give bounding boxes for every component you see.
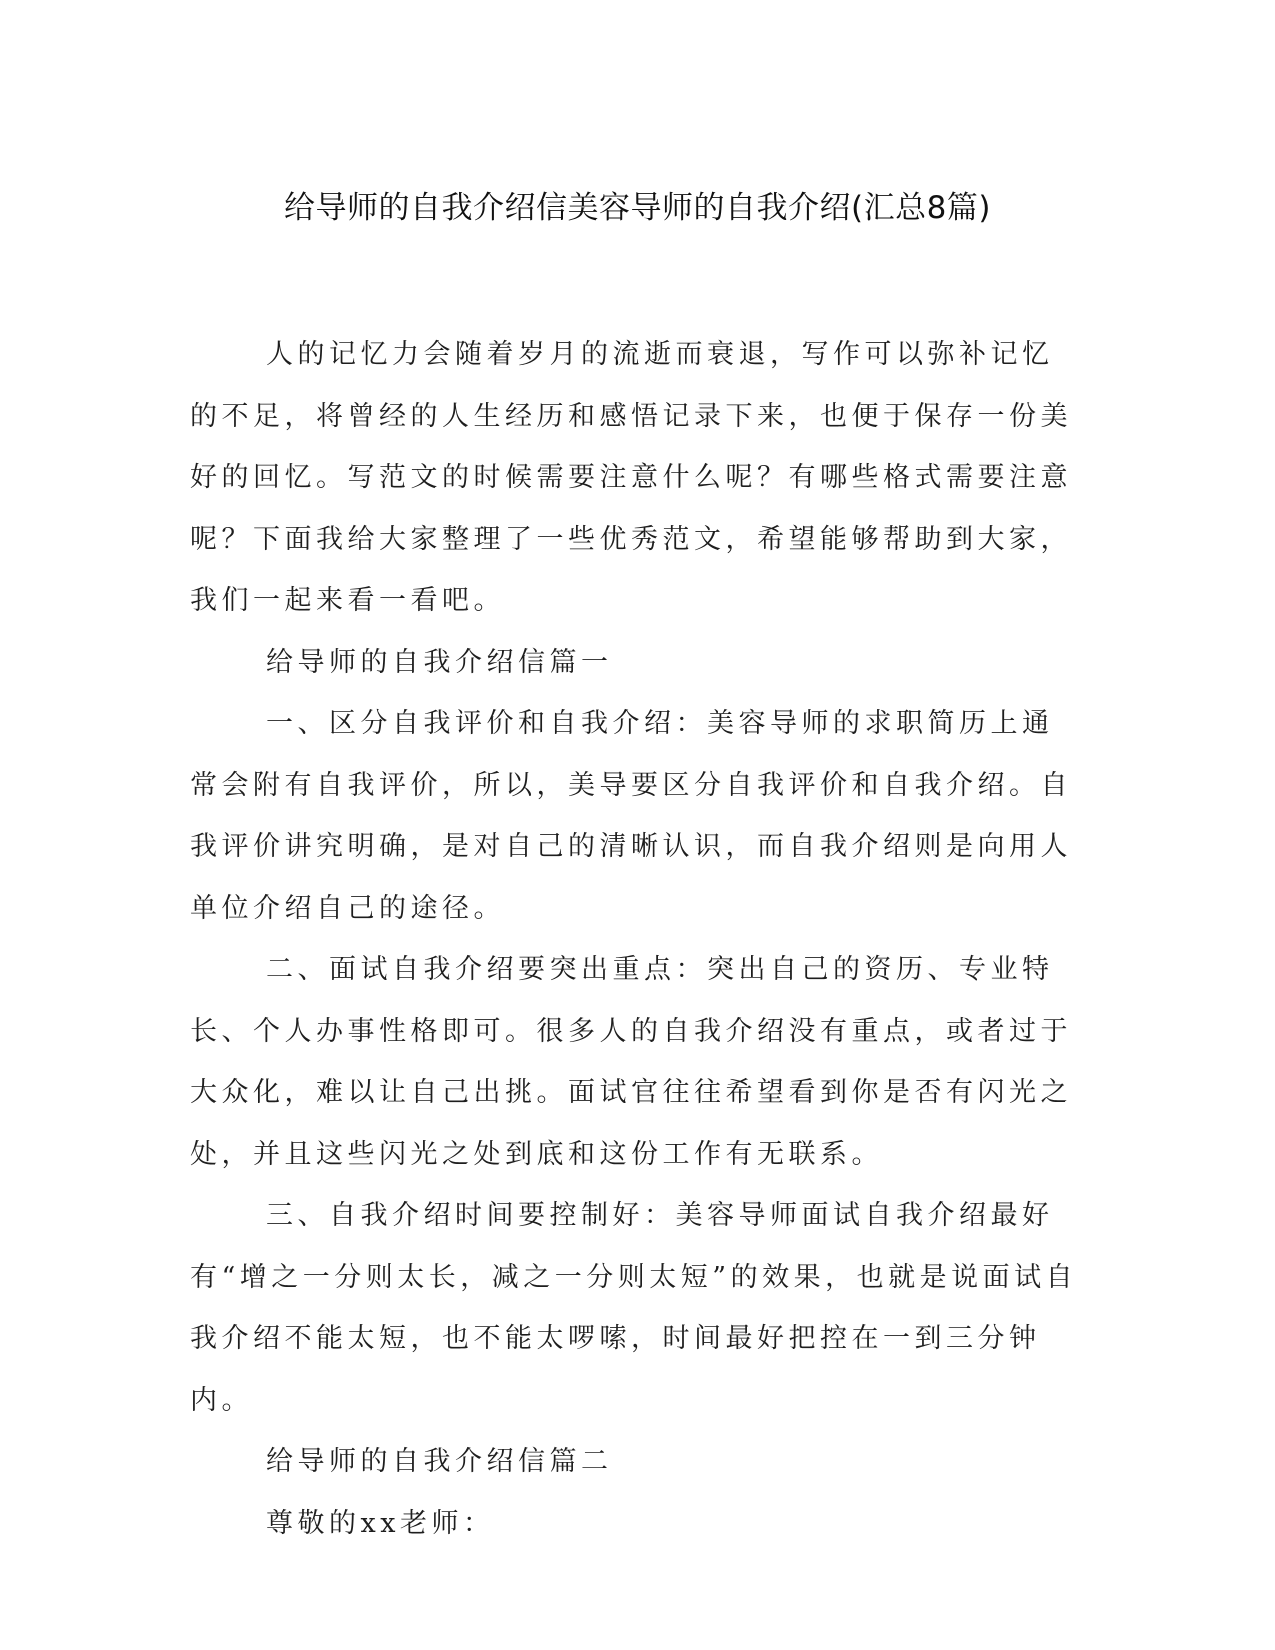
document-body xyxy=(190,324,1080,1554)
document-title: 给导师的自我介绍信美容导师的自我介绍(汇总8篇) xyxy=(284,190,991,226)
intro-paragraph: 人的记忆力会随着岁月的流逝而衰退，写作可以弥补记忆的不足，将曾经的人生经历和感悟记录下来，也便于保存一份美好的回忆。写范文的时候需要注意什么呢？有哪些格式需要注意呢？下面我给大家整理了一些优秀范文，希望能够帮助到大家，我们一起来看一看吧。 xyxy=(190,339,1072,616)
section-heading-1: 给导师的自我介绍信篇一 xyxy=(266,646,613,678)
section-heading-2: 给导师的自我介绍信篇二 xyxy=(266,1446,613,1477)
salutation: 尊敬的xx老师： xyxy=(266,1507,495,1539)
section1-paragraph-3: 三、自我介绍时间要控制好：美容导师面试自我介绍最好有“增之一分则太长，减之一分则太短”的效果，也就是说面试自我介绍不能太短，也不能太啰嗦，时间最好把控在一到三分钟内。 xyxy=(190,1200,1078,1416)
section1-paragraph-1: 一、区分自我评价和自我介绍：美容导师的求职简历上通常会附有自我评价，所以，美导要区分自我评价和自我介绍。自我评价讲究明确，是对自己的清晰认识，而自我介绍则是向用人单位介绍自己的途径。 xyxy=(190,708,1072,924)
section1-paragraph-2: 二、面试自我介绍要突出重点：突出自己的资历、专业特长、个人办事性格即可。很多人的自我介绍没有重点，或者过于大众化，难以让自己出挑。面试官往往希望看到你是否有闪光之处，并且这些闪光之处到底和这份工作有无联系。 xyxy=(190,954,1072,1170)
